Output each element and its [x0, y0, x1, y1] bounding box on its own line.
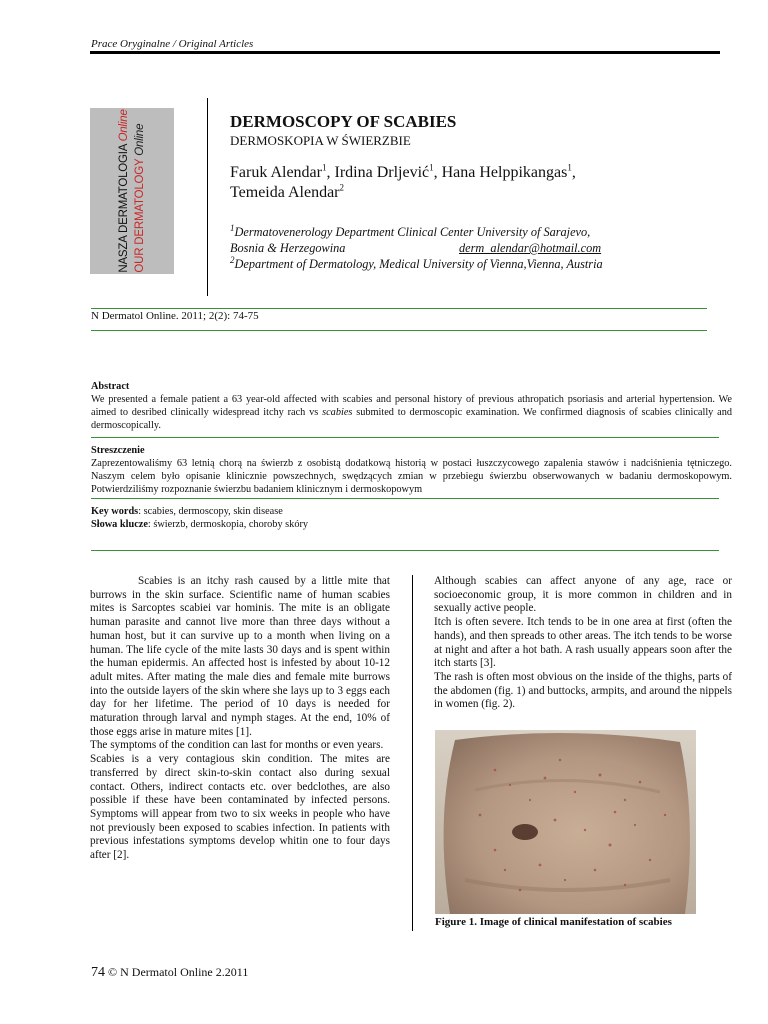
header-rule	[90, 51, 720, 54]
streszczenie-heading: Streszczenie	[91, 445, 145, 456]
figure-1-caption: Figure 1. Image of clinical manifestation of scabies	[435, 916, 672, 928]
streszczenie-text: Zaprezentowaliśmy 63 letnią chorą na świerzb z osobistą dodatkową historią w postaci łuszczycowego zapalenia stawów i nadciśnienia tętniczego. Naszym celem było opisanie klinicznie powszechnych, swędzących zmian w przebiegu świerzbu obserwowanych w badaniu dermoskopowym. Potwierdziliśmy rozpoznanie świerzbu badaniem klinicznym i dermoskopowym	[91, 458, 732, 495]
clinical-photo	[435, 730, 696, 914]
keywords-label: Key words	[91, 506, 139, 517]
author-list: Faruk Alendar$^1$, Irdina Drljević$^1$, Hana Helppikangas$^1$, Temeida Alendar$^2$	[230, 162, 576, 201]
body-left-column	[90, 575, 390, 863]
logo-line2-accent: Online	[134, 123, 146, 156]
keywords-rule	[91, 550, 719, 551]
keywords-text: : scabies, dermoscopy, skin disease	[138, 506, 283, 517]
article-subtitle: DERMOSKOPIA W ŚWIERZBIE	[230, 133, 411, 148]
affiliation-1: $^1$Dermatovenerology Department Clinical Center University of Sarajevo,	[230, 222, 591, 239]
body-paragraph: Itch is often severe. Itch tends to be in one area at first (often the hands), and then spreads to other areas. The itch tends to be worse at night and after a hot bath. A rash usually appears soon after the itch starts [3].	[434, 616, 732, 670]
abstract-text-end: submited to dermoscopic examination. We confirmed diagnosis of scabies clinically and dermoscopically.	[91, 407, 732, 431]
affiliation-2: $^2$Department of Dermatology, Medical University of Vienna,Vienna, Austria	[230, 254, 603, 271]
header-vertical-rule	[207, 98, 208, 296]
author-affiliation-mark: 1	[429, 162, 434, 173]
abstract-rule	[91, 437, 719, 438]
author-affiliation-mark: 2	[339, 182, 344, 193]
abstract-text-italic: scabies	[322, 407, 353, 418]
author-name: Faruk Alendar	[230, 164, 322, 181]
keywords-pl-label: Słowa klucze	[91, 518, 148, 530]
citation: N Dermatol Online. 2011; 2(2): 74-75	[91, 310, 259, 322]
citation-rule-top	[91, 308, 707, 309]
streszczenie-rule	[91, 498, 719, 499]
affiliations	[230, 224, 710, 272]
body-right-column	[434, 575, 732, 712]
navel	[512, 824, 538, 840]
section-label: Prace Oryginalne / Original Articles	[91, 38, 254, 50]
footer-copyright: © N Dermatol Online 2.2011	[108, 965, 249, 979]
author-name: Temeida Alendar	[230, 184, 340, 201]
page-number: 74	[91, 965, 105, 980]
affiliation-country: Bosnia & Herzegowina	[230, 241, 346, 255]
author-name: Hana Helppikangas	[441, 164, 568, 181]
body-paragraph: The symptoms of the condition can last for months or even years.	[90, 739, 384, 752]
keywords-pl-text: : świerzb, dermoskopia, choroby skóry	[147, 518, 309, 530]
abstract-text: We presented a female patient a 63 year-old affected with scabies and personal history of previous athropatich psoriasis and arterial hypertension. We aimed to desribed clinically widespread itchy rach vs	[91, 394, 732, 418]
body-paragraph: The rash is often most obvious on the inside of the thighs, parts of the abdomen (fig. 1) and buttocks, armpits, and around the nippels in women (fig. 2).	[434, 670, 732, 711]
abstract-heading: Abstract	[91, 381, 130, 392]
logo-line1-accent: Online	[118, 109, 130, 142]
page-footer	[91, 965, 248, 981]
column-separator	[412, 575, 413, 931]
author-name: Irdina Drljević	[334, 164, 430, 181]
body-paragraph: Scabies is a very contagious skin condition. The mites are transferred by direct skin-to-skin contact also during sexual contact. Others, indirect contacts etc. over bedclothes, are also possible if these have been contaminated by infected persons. Symptoms will appear from two to six weeks in people who have not previously been exposed to scabies infection. In patients with previous infestations symptoms develop whitin one to four days after [2].	[90, 753, 390, 862]
author-affiliation-mark: 1	[321, 162, 327, 173]
abstract	[91, 380, 732, 432]
figure-1-image	[435, 730, 696, 914]
article-title: DERMOSCOPY OF SCABIES	[230, 112, 457, 131]
journal-logo	[90, 108, 174, 274]
body-paragraph: Although scabies can affect anyone of any age, race or socioeconomic group, it is more common in children and in sexually active people.	[434, 575, 732, 615]
logo-line1-text: NASZA DERMATOLOGIA	[118, 141, 130, 273]
email-link[interactable]: derm_alendar@hotmail.com	[459, 241, 602, 255]
body-paragraph: Scabies is an itchy rash caused by a little mite that burrows in the skin surface. Scientific name of human scabies mites is Sarcoptes scabiei var hominis. The mite is an obligate human parasite and cannot live more than three days without a human host, but it can survive up to a month when living on a human. The life cycle of the mite lasts 30 days and is spent within the human epidermis. An affected host is infested by about 10-12 adult mites. After mating the male dies and female mite burrows into the outside layers of the skin where she lays up to 3 eggs each day for her lifetime. The period of 10 days is needed for maturation through larval and nymph stages. At the end, 10% of those eggs arise in mature mites [1].	[90, 575, 390, 738]
logo-line2-text: OUR DERMATOLOGY	[134, 155, 146, 273]
citation-rule-bottom	[91, 330, 707, 331]
streszczenie	[91, 444, 732, 496]
author-affiliation-mark: 1	[567, 162, 572, 173]
affiliation-1-country-line	[230, 240, 710, 256]
keywords	[91, 506, 308, 531]
